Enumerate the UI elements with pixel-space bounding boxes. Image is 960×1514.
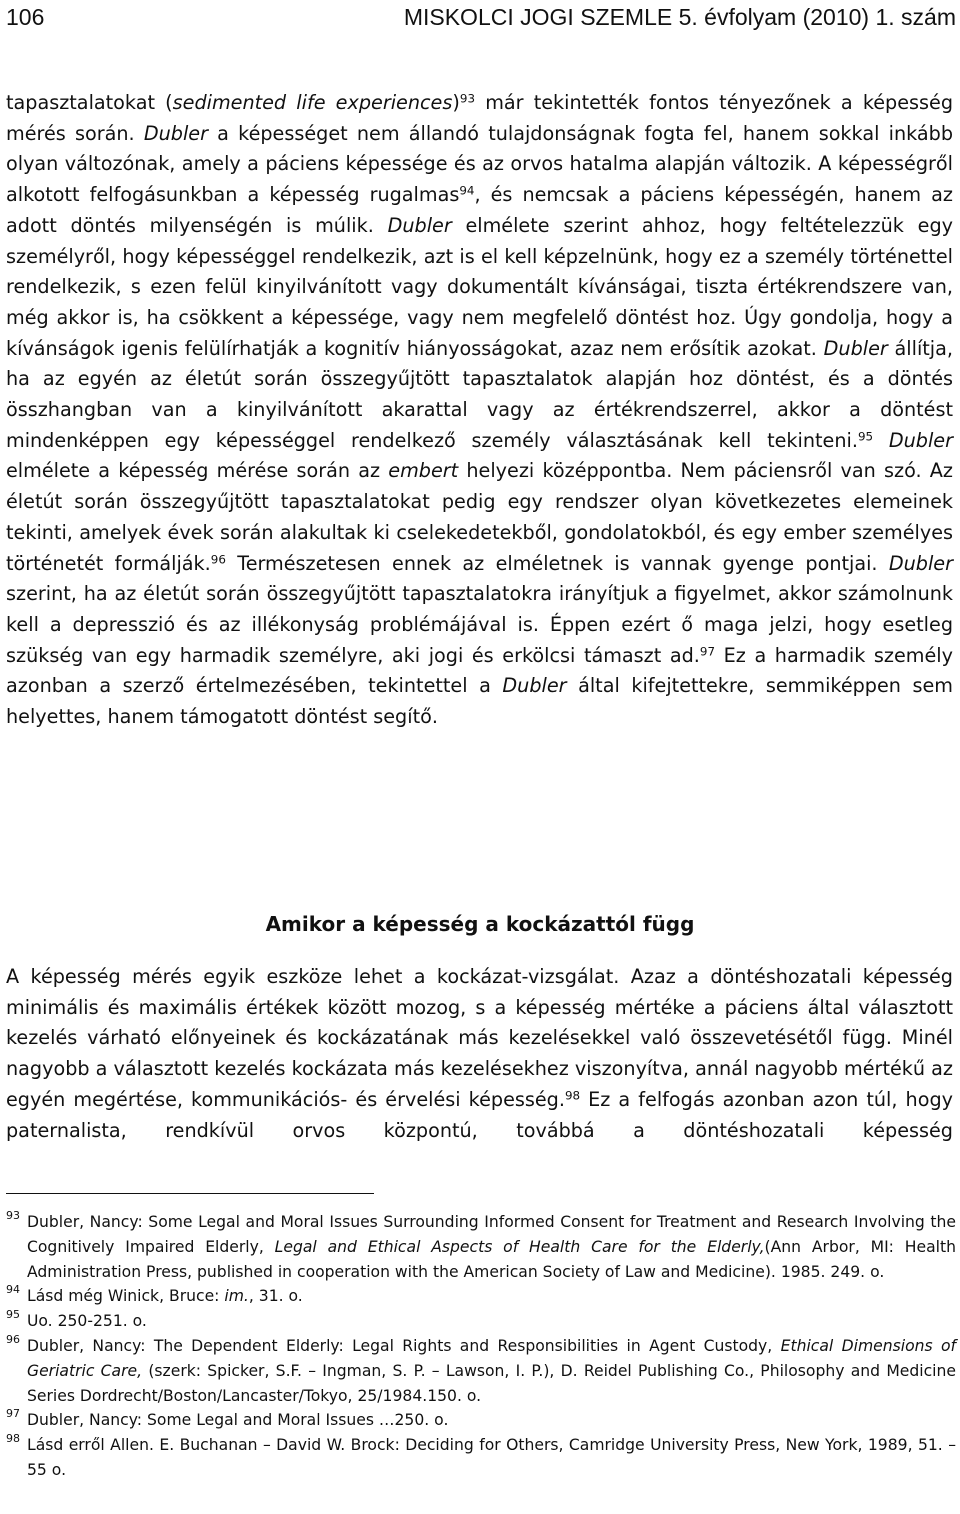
footnote-ref-93[interactable]: 93 bbox=[459, 91, 476, 106]
footnote-number: 95 bbox=[6, 1308, 20, 1322]
footnote-number: 97 bbox=[6, 1407, 20, 1421]
footnote-97: 97 Dubler, Nancy: Some Legal and Moral Issues …250. o. bbox=[6, 1407, 449, 1430]
footnote-number: 98 bbox=[6, 1432, 20, 1446]
footnote-96: 96 Dubler, Nancy: The Dependent Elderly: Legal Rights and Responsibilities in Agent Custody, Ethical Dimensions of Geriatric Care, (szerk: Spicker, S.F. – Ingman, S. P. – Lawson, I. P.), D. Reidel Publishing Co., Philosophy and Medicine Series Dordrecht/Boston/Lancaster/Tokyo, 25/1984.150. o. bbox=[6, 1332, 957, 1405]
emphasis: embert bbox=[388, 459, 459, 483]
paragraph-2: A képesség mérés egyik eszköze lehet a kockázat-vizsgálat. Azaz a döntéshozatali képesség minimális és maximális értékek között mozog, s a képesség mértéke a páciens által választott kezelés várható előnyeinek és kockázatának más kezelésekkel való összevetésétől függ. Minél nagyobb a választott kezelés kockázata más kezelésekhez viszonyítva, annál nagyobb mértékű az egyén megértése, kommunikációs- és érvelési képesség.$^{98}$ Ez a felfogás azonban azon túl, hogy paternalista, rendkívül orvos központú, továbbá a döntéshozatali képesség bbox=[6, 965, 953, 1142]
footnote-98: 98 Lásd erről Allen. E. Buchanan – David W. Brock: Deciding for Others, Camridge University Press, New York, 1989, 51. – 55 o. bbox=[6, 1432, 956, 1479]
author-name: Dubler bbox=[888, 428, 953, 452]
footnote-ref-98[interactable]: 98 bbox=[564, 1088, 581, 1103]
footnote-95: 95 Uo. 250-251. o. bbox=[6, 1308, 147, 1331]
author-name: Dubler bbox=[502, 674, 567, 698]
footnote-separator bbox=[6, 1193, 374, 1194]
footnote-93: 93 Dubler, Nancy: Some Legal and Moral Issues Surrounding Informed Consent for Treatment and Research Involving the Cognitively Impaired Elderly, Legal and Ethical Aspects of Health Care for the Elderly,(Ann Arbor, MI: Health Administration Press, published in cooperation with the American Society of Law and Medicine). 1985. 249. o. bbox=[6, 1209, 956, 1281]
footnote-number: 93 bbox=[6, 1209, 20, 1222]
author-name: Dubler bbox=[823, 336, 888, 360]
footnote-ref-94[interactable]: 94 bbox=[459, 183, 475, 198]
author-name: Dubler bbox=[387, 213, 452, 237]
footnote-ref-97[interactable]: 97 bbox=[699, 644, 716, 659]
emphasis: sedimented life experiences bbox=[172, 91, 453, 114]
running-title: MISKOLCI JOGI SZEMLE 5. évfolyam (2010) 1. szám bbox=[403, 4, 956, 30]
section-heading: Amikor a képesség a kockázattól függ bbox=[265, 912, 695, 936]
author-name: Dubler bbox=[143, 121, 208, 145]
page-header bbox=[6, 2, 956, 34]
footnote-ref-95[interactable]: 95 bbox=[857, 429, 874, 444]
footnote-ref-96[interactable]: 96 bbox=[210, 552, 226, 566]
author-name: Dubler bbox=[888, 551, 953, 575]
footnotes bbox=[6, 1210, 956, 1483]
footnote-number: 96 bbox=[6, 1332, 20, 1346]
footnote-number: 94 bbox=[6, 1283, 20, 1297]
page-number: 106 bbox=[6, 4, 45, 30]
paragraph-1: tapasztalatokat (sedimented life experiences)$^{93}$ már tekintették fontos tényezőnek a képesség mérés során. Dubler a képességet nem állandó tulajdonságnak fogta fel, hanem sokkal inkább olyan változónak, amely a páciens képessége és az orvos hatalma alapján változik. A képességről alkotott felfogásunkban a képesség rugalmas$^{94}$, és nemcsak a páciens képességén, hanem az adott döntés milyenségén is múlik. Dubler elmélete szerint ahhoz, hogy feltételezzük egy személyről, hogy képességgel rendelkezik, azt is el kell képzelnünk, hogy ez a személy történettel rendelkezik, s ezen felül kinyilvánított vagy dokumentált kívánságai, tiszta értékrendszere van, még akkor is, ha csökkent a képessége, vagy nem megfelelő döntést hoz. Úgy gondolja, hogy a kívánságok igenis felülírhatják a kognitív hiányosságokat, azaz nem erősítik azokat. Dubler állítja, ha az egyén az életút során összegyűjtött tapasztalatok alapján hoz döntést, és a döntés összhangban van a kinyilvánított akarattal vagy az értékrendszerrel, akkor a döntést mindenképpen egy képességgel rendelkező személy választásának kell tekinteni.$^{95}$ Dubler elmélete a képesség mérése során az embert helyezi középpontba. Nem páciensről van szó. Az életút során összegyűjtött tapasztalatokat pedig egy rendszer olyan következetes elemeinek tekinti, amelyek évek során alakultak ki cselekedetekből, gondolatokból, és egy ember személyes történetét formálják.$^{96}$ Természetesen ennek az elméletnek is vannak gyenge pontjai. Dubler szerint, ha az életút során összegyűjtött tapasztalatokra irányítjuk a figyelmet, akkor számolnunk kell a depresszió és az illékonyság problémájával is. Éppen ezért ő maga jelzi, hogy esetleg szükség van egy harmadik személyre, aki jogi és erkölcsi támaszt ad.$^{97}$ Ez a harmadik személy azonban a szerző értelmezésében, tekintettel a Dubler által kifejtettekre, semmiképpen sem helyettes, hanem támogatott döntést segítő. bbox=[6, 91, 954, 729]
footnote-94: 94 Lásd még Winick, Bruce: im., 31. o. bbox=[6, 1283, 303, 1306]
